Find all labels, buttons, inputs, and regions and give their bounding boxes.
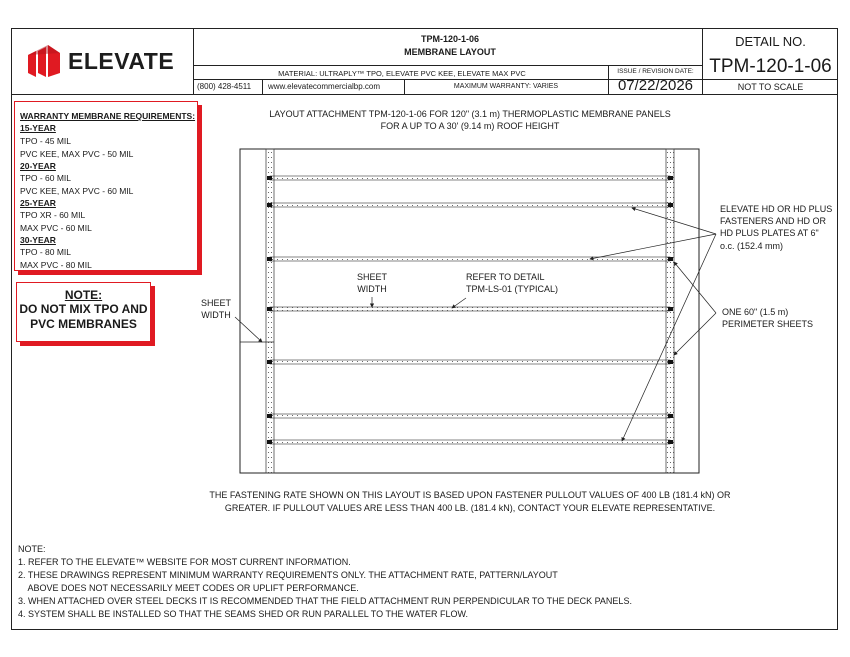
year-25-heading: 25-YEAR (20, 198, 56, 208)
fastener-callout: HD PLUS PLATES AT 6" (720, 228, 819, 238)
sheet-width-label-left: WIDTH (201, 310, 231, 320)
website-link[interactable]: www.elevatecommercialbp.com (268, 82, 381, 91)
layout-title-line-1: LAYOUT ATTACHMENT TPM-120-1-06 FOR 120" (3.1 m) THERMOPLASTIC MEMBRANE PANELS (269, 109, 671, 119)
perimeter-callout: ONE 60" (1.5 m) (722, 307, 789, 317)
requirement-line: MAX PVC - 80 MIL (20, 260, 92, 270)
requirement-line: PVC KEE, MAX PVC - 60 MIL (20, 186, 134, 196)
note-item: 1. REFER TO THE ELEVATE™ WEBSITE FOR MOST CURRENT INFORMATION. (18, 557, 351, 567)
scale-label: NOT TO SCALE (737, 82, 804, 92)
page-title: MEMBRANE LAYOUT (404, 47, 496, 57)
fastening-rate-note: THE FASTENING RATE SHOWN ON THIS LAYOUT IS BASED UPON FASTENER PULLOUT VALUES OF 400 LB (181.4 kN) OR (209, 490, 731, 500)
fastener-callout: FASTENERS AND HD OR (720, 216, 827, 226)
requirements-heading: WARRANTY MEMBRANE REQUIREMENTS: (20, 111, 196, 121)
material-line: MATERIAL: ULTRAPLY™ TPO, ELEVATE PVC KEE, ELEVATE MAX PVC (278, 69, 526, 78)
sheet-width-label-mid: WIDTH (357, 284, 387, 294)
fastening-rate-note: GREATER. IF PULLOUT VALUES ARE LESS THAN 400 LB. (181.4 kN), CONTACT YOUR ELEVATE REPRESENTATIVE. (224, 503, 716, 513)
fastener-callout: ELEVATE HD OR HD PLUS (720, 204, 833, 214)
issue-date-label: ISSUE / REVISION DATE: (617, 68, 694, 75)
note-line: PVC MEMBRANES (30, 317, 137, 331)
phone-number: (800) 428-4511 (197, 82, 252, 91)
notes-heading: NOTE: (18, 544, 46, 554)
note-item: 2. THESE DRAWINGS REPRESENT MINIMUM WARRANTY REQUIREMENTS ONLY. THE ATTACHMENT RATE, PATTERN/LAYOUT (18, 570, 558, 580)
note-item: 3. WHEN ATTACHED OVER STEEL DECKS IT IS RECOMMENDED THAT THE FIELD ATTACHMENT RUN PERPENDICULAR TO THE DECK PANELS. (18, 596, 632, 606)
year-15-heading: 15-YEAR (20, 123, 56, 133)
requirement-line: MAX PVC - 60 MIL (20, 223, 92, 233)
sheet-width-label-left: SHEET (200, 298, 231, 308)
note-item: 4. SYSTEM SHALL BE INSTALLED SO THAT THE SEAMS SHED OR RUN PARALLEL TO THE WATER FLOW. (18, 609, 468, 619)
year-20-heading: 20-YEAR (20, 161, 56, 171)
requirement-line: PVC KEE, MAX PVC - 50 MIL (20, 149, 134, 159)
detail-no: TPM-120-1-06 (709, 56, 832, 77)
year-30-heading: 30-YEAR (20, 235, 56, 245)
fastener-rows (270, 176, 670, 444)
layout-title-line-2: FOR A UP TO A 30' (9.14 m) ROOF HEIGHT (380, 121, 560, 131)
note-item: ABOVE DOES NOT NECESSARILY MEET CODES OR UPLIFT PERFORMANCE. (18, 583, 359, 593)
max-warranty: MAXIMUM WARRANTY: VARIES (453, 83, 559, 90)
note-heading: NOTE: (64, 288, 103, 302)
detail-code-heading: TPM-120-1-06 (420, 34, 480, 44)
refer-detail-label: REFER TO DETAIL (466, 272, 545, 282)
requirement-line: TPO - 45 MIL (20, 136, 72, 146)
refer-detail-label: TPM-LS-01 (TYPICAL) (466, 284, 559, 294)
fastener-callout: o.c. (152.4 mm) (720, 241, 784, 251)
requirement-line: TPO XR - 60 MIL (20, 210, 86, 220)
requirement-line: TPO - 60 MIL (20, 173, 72, 183)
brand-name: ELEVATE (68, 48, 175, 74)
issue-date: 07/22/2026 (617, 77, 694, 94)
perimeter-callout: PERIMETER SHEETS (722, 319, 814, 329)
note-line: DO NOT MIX TPO AND (19, 302, 148, 316)
detail-no-label: DETAIL NO. (735, 34, 806, 49)
sheet-width-label-mid: SHEET (356, 272, 387, 282)
requirement-line: TPO - 80 MIL (20, 247, 72, 257)
